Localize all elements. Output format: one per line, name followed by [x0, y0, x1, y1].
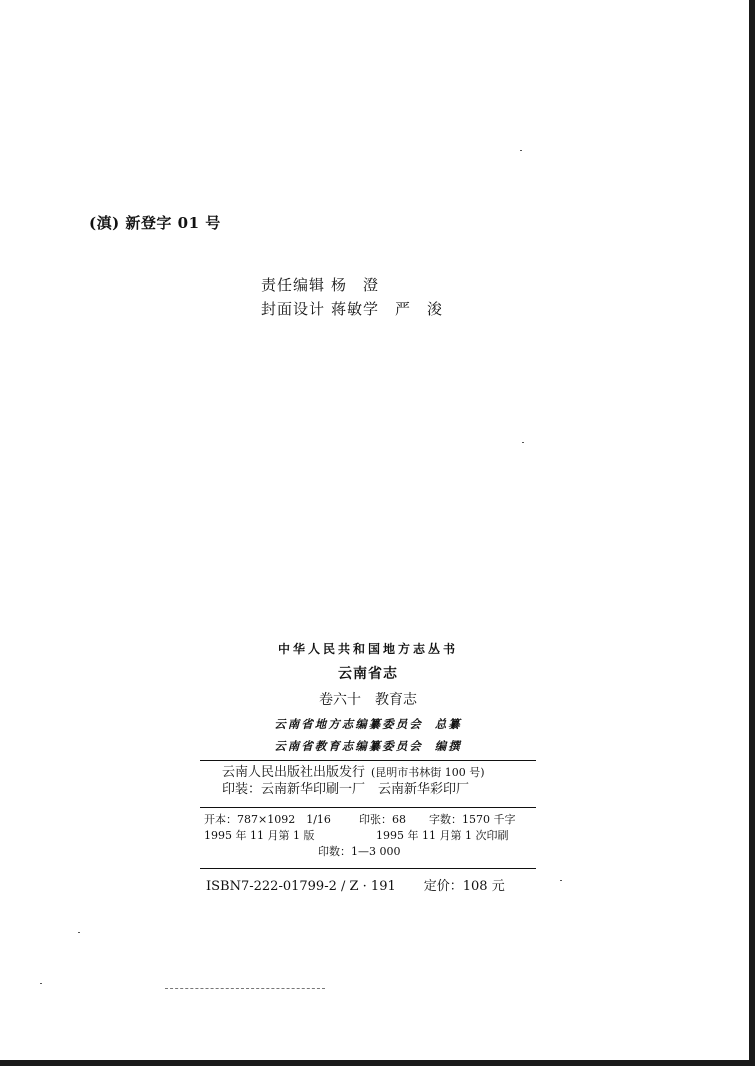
credit-role: 封面设计 — [261, 300, 326, 318]
scan-speck — [560, 880, 562, 881]
volume-line — [200, 689, 536, 709]
credit-name: 杨 澄 — [331, 276, 380, 294]
credit-row-editor — [261, 273, 443, 297]
printing-line: 印装：云南新华印刷一厂 云南新华彩印厂 — [222, 782, 470, 797]
registration-number: (滇) 新登字 01 号 — [89, 214, 221, 232]
credit-row-cover — [261, 297, 443, 321]
scan-speck — [522, 442, 524, 443]
spec-words: 字数：1570 千字 — [429, 813, 516, 826]
page-edge-right — [749, 0, 755, 1066]
spec-print-run: 印数：1—3 000 — [318, 845, 401, 858]
scan-speck — [520, 150, 522, 151]
series-title: 中华人民共和国地方志丛书 — [277, 642, 458, 656]
editor-org: 云南省教育志编纂委员会 — [274, 739, 423, 753]
price: 定价：108 元 — [423, 879, 505, 894]
specs-block — [200, 808, 536, 864]
editor-org: 云南省地方志编纂委员会 — [274, 717, 423, 731]
scan-line — [165, 988, 325, 989]
editor-line — [200, 738, 536, 754]
page-edge-bottom — [0, 1060, 755, 1066]
volume-number: 卷六十 — [319, 692, 361, 708]
spec-edition: 1995 年 11 月第 1 版 — [204, 829, 315, 842]
colophon — [200, 640, 536, 894]
spec-print-date: 1995 年 11 月第 1 次印刷 — [376, 829, 509, 842]
publisher-line — [222, 764, 536, 781]
publisher-name: 云南人民出版社出版发行 — [222, 765, 366, 780]
credits-block — [261, 273, 443, 321]
credit-role: 责任编辑 — [261, 276, 326, 294]
editor-role: 总纂 — [434, 717, 462, 731]
spec-sheets: 印张：68 — [359, 813, 406, 826]
publisher-address: (昆明市书林街 100 号) — [371, 766, 485, 779]
book-title: 云南省志 — [338, 666, 398, 682]
publisher-block — [200, 761, 536, 803]
scan-speck — [78, 932, 80, 933]
scan-speck — [40, 983, 42, 984]
isbn: ISBN7-222-01799-2 / Z · 191 — [206, 879, 396, 894]
volume-name: 教育志 — [375, 692, 417, 708]
editor-line — [200, 716, 536, 732]
isbn-line — [200, 869, 536, 894]
editor-role: 编撰 — [434, 739, 462, 753]
spec-format: 开本：787×1092 1/16 — [204, 813, 331, 826]
credit-name: 蒋敏学 严 浚 — [331, 300, 444, 318]
